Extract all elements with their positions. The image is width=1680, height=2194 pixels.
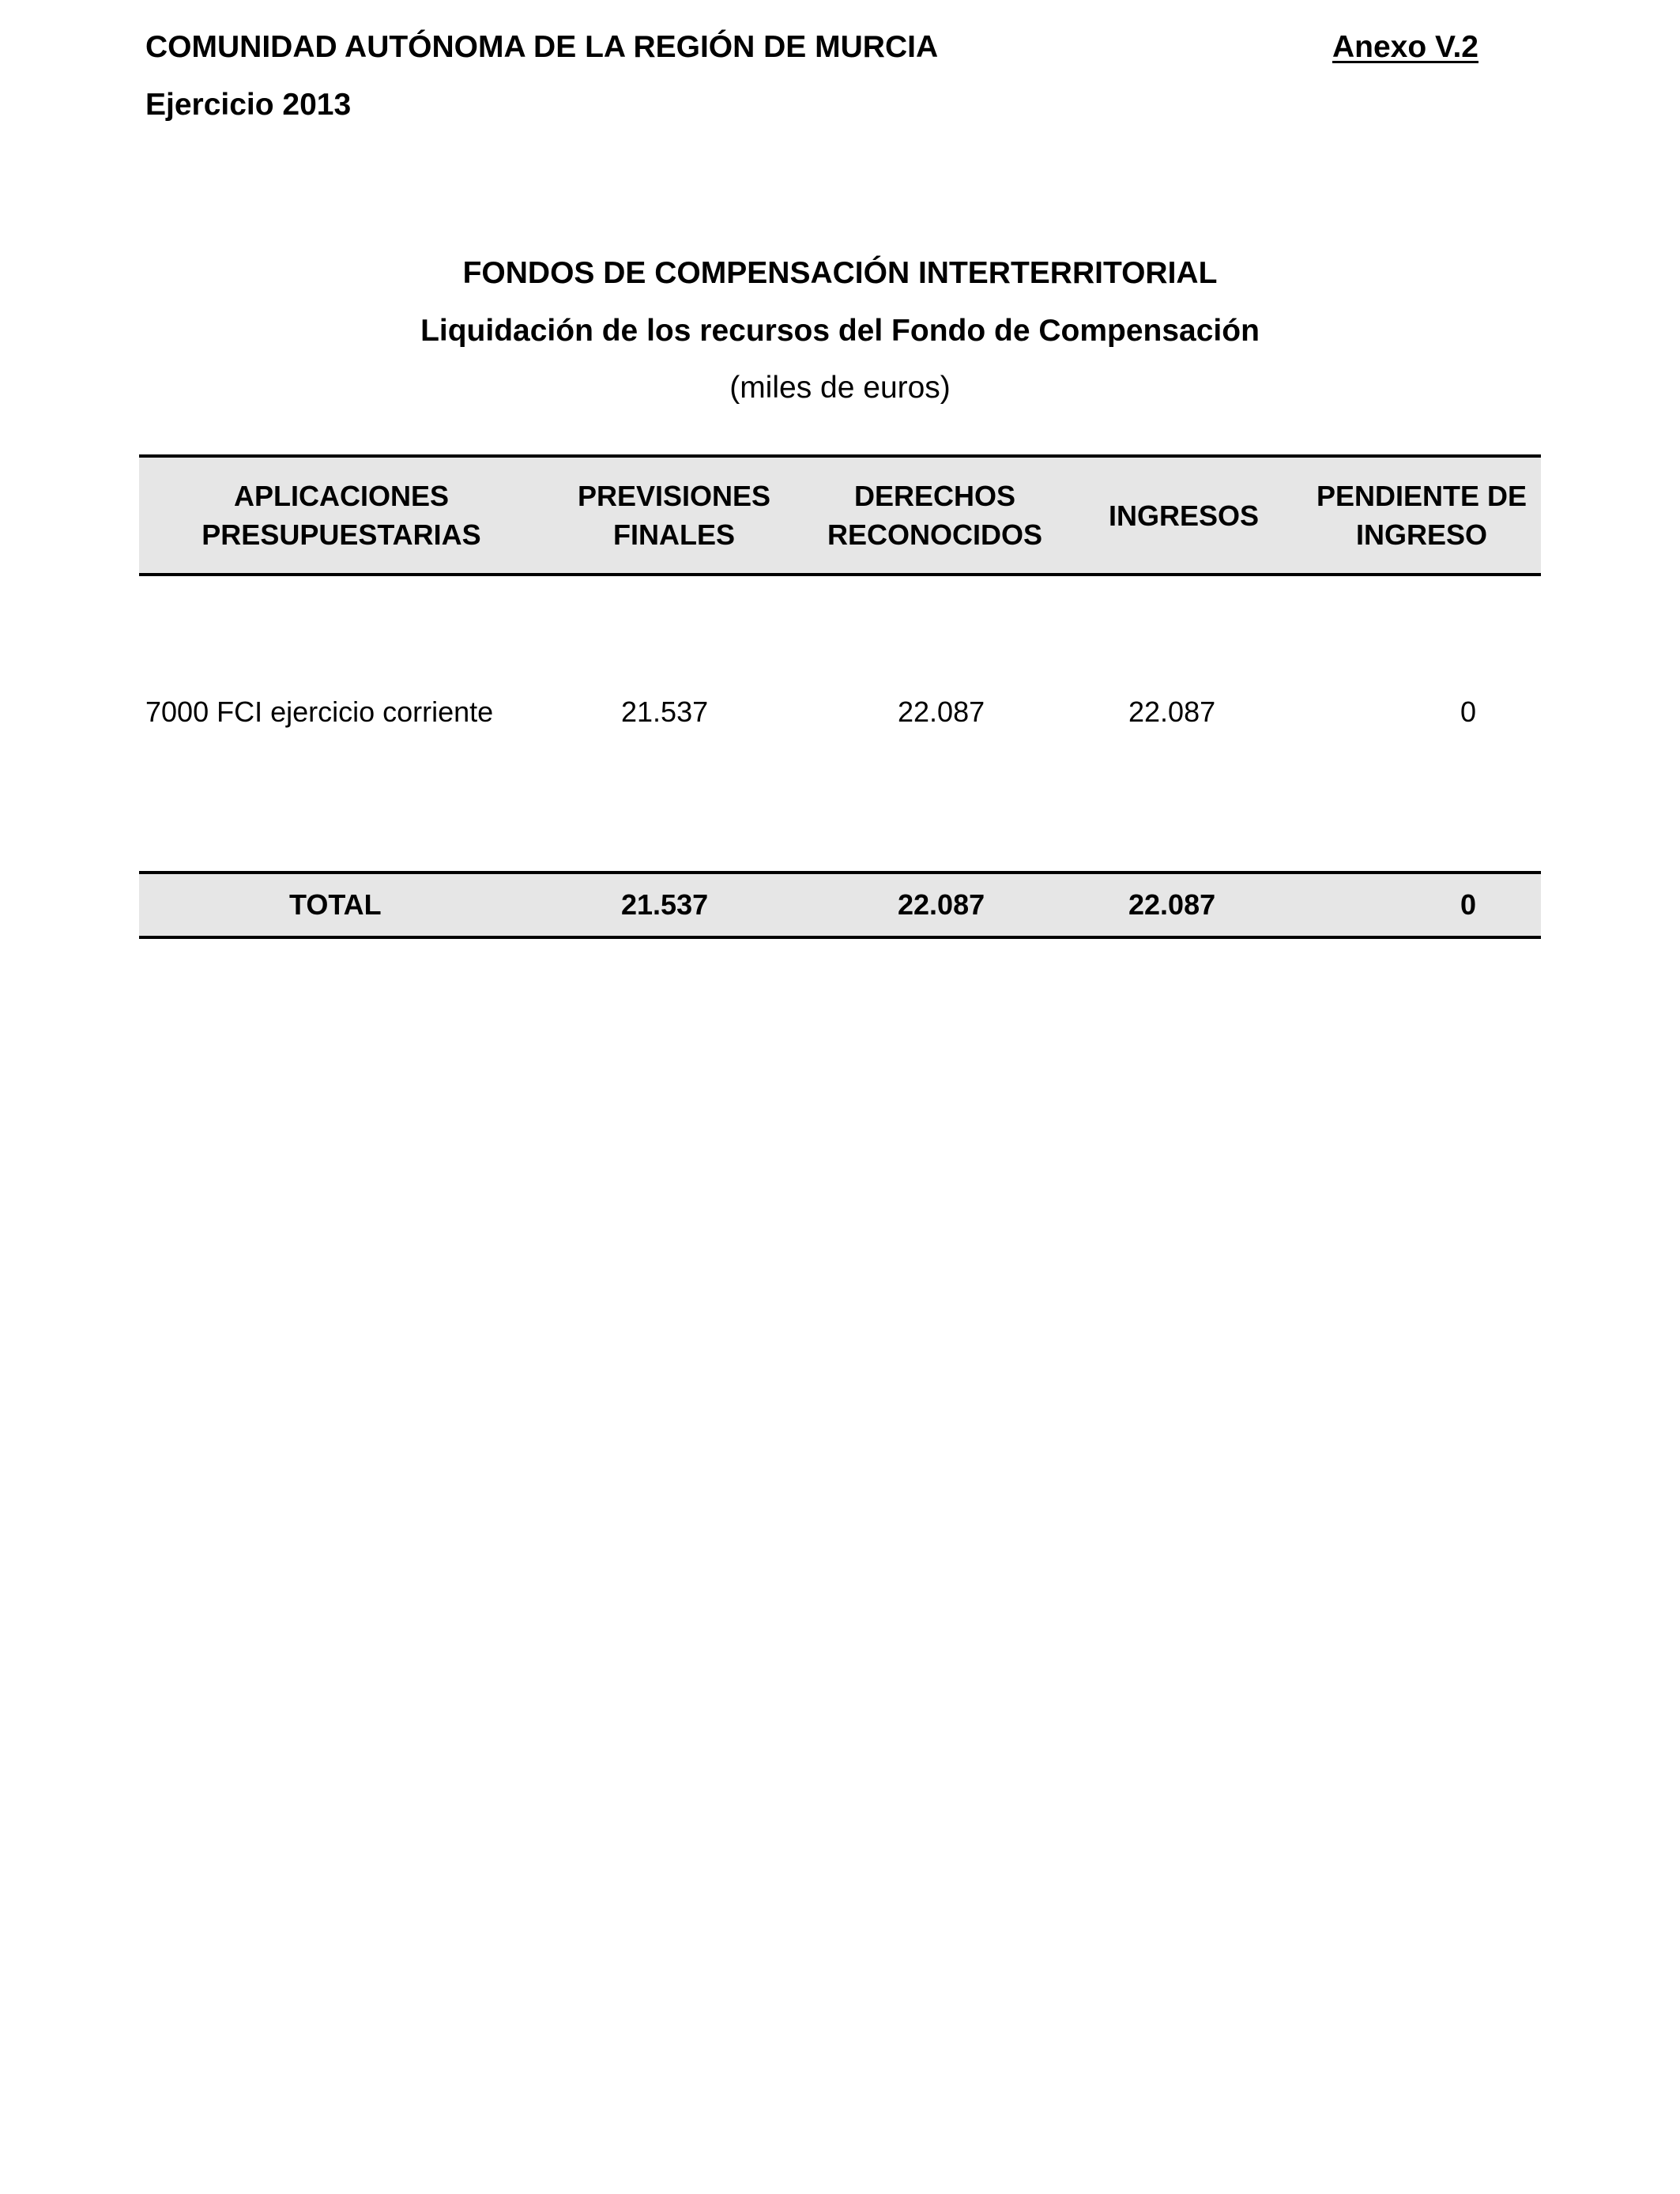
row-previsiones: 21.537 — [621, 696, 709, 728]
liquidation-table — [139, 454, 1541, 921]
units-note: (miles de euros) — [729, 371, 951, 405]
column-header-derechos: DERECHOS RECONOCIDOS — [827, 480, 1043, 551]
column-header-pendiente: PENDIENTE DE INGRESO — [1316, 480, 1527, 551]
column-header-aplicaciones: APLICACIONES PRESUPUESTARIAS — [202, 480, 481, 551]
table-header — [139, 454, 1541, 576]
report-subtitle: Liquidación de los recursos del Fondo de Compensación — [420, 314, 1260, 348]
total-ingresos: 22.087 — [1128, 888, 1216, 921]
row-derechos: 22.087 — [898, 696, 985, 728]
report-title: FONDOS DE COMPENSACIÓN INTERTERRITORIAL — [462, 256, 1218, 290]
total-derechos: 22.087 — [898, 888, 985, 921]
column-header-ingresos: INGRESOS — [1108, 499, 1260, 532]
column-header-previsiones: PREVISIONES FINALES — [577, 480, 771, 551]
total-previsiones: 21.537 — [621, 888, 709, 921]
total-label: TOTAL — [289, 888, 382, 921]
total-row — [139, 871, 1541, 939]
fiscal-year: Ejercicio 2013 — [145, 88, 352, 122]
organization-name: COMUNIDAD AUTÓNOMA DE LA REGIÓN DE MURCIA — [145, 30, 939, 64]
row-ingresos: 22.087 — [1128, 696, 1216, 728]
row-aplicacion: 7000 FCI ejercicio corriente — [145, 696, 494, 728]
row-pendiente: 0 — [1460, 696, 1477, 728]
annex-label: Anexo V.2 — [1332, 30, 1478, 64]
total-pendiente: 0 — [1460, 888, 1477, 921]
